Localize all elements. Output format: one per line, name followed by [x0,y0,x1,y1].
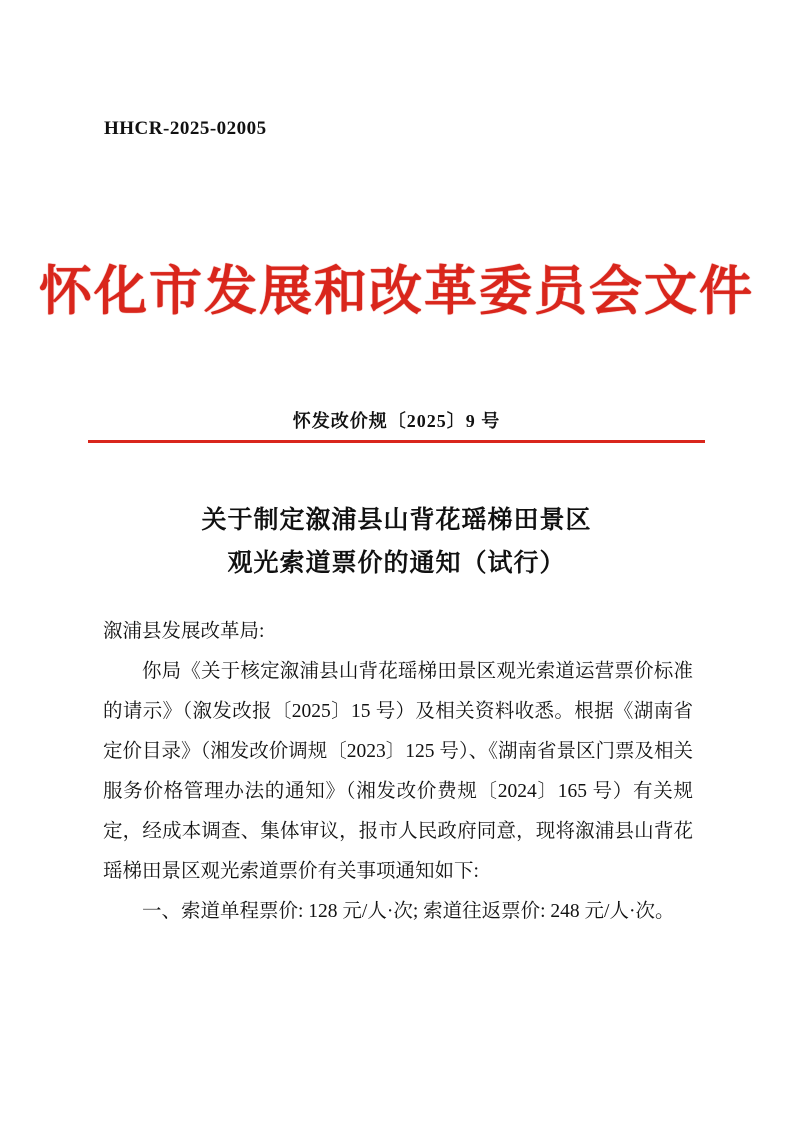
title-line-1: 关于制定溆浦县山背花瑶梯田景区 [201,507,592,534]
title-line-2: 观光索道票价的通知（试行） [227,549,566,577]
document-body [103,612,693,932]
document-number: HHCR-2025-02005 [104,118,267,139]
masthead-title: 怀化市发展和改革委员会文件 [39,261,754,322]
page-title [0,500,793,585]
body-paragraph-1: 你局《关于核定溆浦县山背花瑶梯田景区观光索道运营票价标准的请示》（溆发改报〔2025〕15 号）及相关资料收悉。根据《湖南省定价目录》（湘发改价调规〔2023〕125 号）、《湖南省景区门票及相关服务价格管理办法的通知》（湘发改价费规〔2024〕165 号）有关规定，经成本调查、集体审议，报市人民政府同意，现将溆浦县山背花瑶梯田景区观光索道票价有关事项通知如下: [103,660,693,882]
salutation: 溆浦县发展改革局: [103,621,265,642]
red-divider-rule [88,440,705,443]
body-paragraph-2: 一、索道单程票价: 128 元/人·次; 索道往返票价: 248 元/人·次。 [142,900,675,922]
issue-number: 怀发改价规〔2025〕9 号 [292,411,501,431]
